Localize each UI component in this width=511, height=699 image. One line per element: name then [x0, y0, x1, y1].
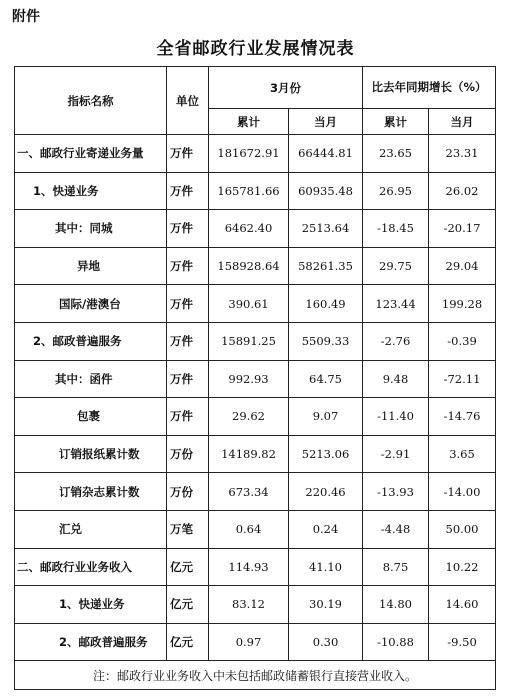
row-name: 订销杂志累计数	[15, 473, 167, 511]
row-cumulative: 0.97	[209, 623, 289, 661]
header-current-month: 当月	[289, 109, 363, 135]
row-unit: 万份	[167, 473, 209, 511]
row-cumulative: 83.12	[209, 586, 289, 624]
row-growth-current-month: 23.31	[429, 135, 496, 173]
row-current-month: 41.10	[289, 548, 363, 586]
postal-stats-table	[14, 66, 496, 690]
table-row	[15, 623, 496, 661]
row-growth-cumulative: 8.75	[363, 548, 429, 586]
header-growth-current-month: 当月	[429, 109, 496, 135]
row-growth-current-month: 10.22	[429, 548, 496, 586]
row-name: 2、邮政普遍服务	[15, 322, 167, 360]
row-name: 1、快递业务	[15, 172, 167, 210]
row-unit: 万件	[167, 322, 209, 360]
row-unit: 万笔	[167, 510, 209, 548]
row-growth-cumulative: 26.95	[363, 172, 429, 210]
row-unit: 万件	[167, 210, 209, 248]
row-unit: 万件	[167, 285, 209, 323]
row-unit: 万件	[167, 360, 209, 398]
row-name: 二、邮政行业业务收入	[15, 548, 167, 586]
row-cumulative: 158928.64	[209, 247, 289, 285]
row-name: 订销报纸累计数	[15, 435, 167, 473]
row-name: 2、邮政普遍服务	[15, 623, 167, 661]
row-current-month: 5213.06	[289, 435, 363, 473]
row-current-month: 9.07	[289, 398, 363, 436]
row-name: 其中：函件	[15, 360, 167, 398]
row-unit: 万件	[167, 135, 209, 173]
table-row	[15, 172, 496, 210]
row-cumulative: 14189.82	[209, 435, 289, 473]
row-growth-current-month: 199.28	[429, 285, 496, 323]
row-current-month: 60935.48	[289, 172, 363, 210]
header-growth-cumulative: 累计	[363, 109, 429, 135]
table-row	[15, 135, 496, 173]
row-name: 1、快递业务	[15, 586, 167, 624]
table-row	[15, 322, 496, 360]
row-current-month: 58261.35	[289, 247, 363, 285]
row-name: 汇兑	[15, 510, 167, 548]
row-unit: 万份	[167, 435, 209, 473]
row-current-month: 66444.81	[289, 135, 363, 173]
row-growth-current-month: -14.76	[429, 398, 496, 436]
row-current-month: 5509.33	[289, 322, 363, 360]
row-cumulative: 29.62	[209, 398, 289, 436]
row-growth-current-month: 26.02	[429, 172, 496, 210]
row-cumulative: 181672.91	[209, 135, 289, 173]
row-unit: 万件	[167, 398, 209, 436]
table-row	[15, 473, 496, 511]
row-growth-cumulative: 29.75	[363, 247, 429, 285]
row-name: 其中：同城	[15, 210, 167, 248]
row-growth-cumulative: -13.93	[363, 473, 429, 511]
header-march: 3月份	[209, 67, 363, 109]
table-row	[15, 285, 496, 323]
row-name: 一、邮政行业寄递业务量	[15, 135, 167, 173]
table-row	[15, 435, 496, 473]
table-row	[15, 360, 496, 398]
row-unit: 万件	[167, 172, 209, 210]
table-row	[15, 398, 496, 436]
table-row	[15, 247, 496, 285]
row-growth-current-month: -9.50	[429, 623, 496, 661]
row-cumulative: 114.93	[209, 548, 289, 586]
row-current-month: 220.46	[289, 473, 363, 511]
row-growth-current-month: -0.39	[429, 322, 496, 360]
table-note: 注：邮政行业业务收入中未包括邮政储蓄银行直接营业收入。	[15, 661, 496, 690]
row-growth-cumulative: -10.88	[363, 623, 429, 661]
row-growth-cumulative: -4.48	[363, 510, 429, 548]
row-current-month: 2513.64	[289, 210, 363, 248]
row-name: 异地	[15, 247, 167, 285]
row-growth-cumulative: -11.40	[363, 398, 429, 436]
row-current-month: 0.24	[289, 510, 363, 548]
header-unit: 单位	[167, 67, 209, 135]
row-growth-cumulative: 23.65	[363, 135, 429, 173]
attachment-label: 附件	[12, 9, 40, 25]
row-cumulative: 992.93	[209, 360, 289, 398]
row-growth-cumulative: 9.48	[363, 360, 429, 398]
row-growth-cumulative: 123.44	[363, 285, 429, 323]
row-cumulative: 6462.40	[209, 210, 289, 248]
row-unit: 亿元	[167, 586, 209, 624]
row-cumulative: 673.34	[209, 473, 289, 511]
row-cumulative: 165781.66	[209, 172, 289, 210]
row-unit: 万件	[167, 247, 209, 285]
header-growth: 比去年同期增长（%）	[363, 67, 496, 109]
row-cumulative: 0.64	[209, 510, 289, 548]
row-growth-current-month: -14.00	[429, 473, 496, 511]
row-cumulative: 15891.25	[209, 322, 289, 360]
row-current-month: 160.49	[289, 285, 363, 323]
table-row	[15, 548, 496, 586]
table-body	[15, 135, 496, 661]
table-row	[15, 210, 496, 248]
row-current-month: 0.30	[289, 623, 363, 661]
row-growth-cumulative: -2.91	[363, 435, 429, 473]
row-growth-current-month: -20.17	[429, 210, 496, 248]
row-growth-current-month: 3.65	[429, 435, 496, 473]
row-unit: 亿元	[167, 548, 209, 586]
page-title: 全省邮政行业发展情况表	[156, 39, 355, 59]
row-current-month: 64.75	[289, 360, 363, 398]
header-cumulative: 累计	[209, 109, 289, 135]
row-growth-current-month: 14.60	[429, 586, 496, 624]
row-growth-cumulative: -2.76	[363, 322, 429, 360]
table-row	[15, 586, 496, 624]
row-growth-current-month: 29.04	[429, 247, 496, 285]
row-name: 国际/港澳台	[15, 285, 167, 323]
row-growth-cumulative: -18.45	[363, 210, 429, 248]
table-row	[15, 510, 496, 548]
row-growth-cumulative: 14.80	[363, 586, 429, 624]
header-indicator: 指标名称	[15, 67, 167, 135]
row-growth-current-month: -72.11	[429, 360, 496, 398]
row-current-month: 30.19	[289, 586, 363, 624]
row-cumulative: 390.61	[209, 285, 289, 323]
row-growth-current-month: 50.00	[429, 510, 496, 548]
row-name: 包裹	[15, 398, 167, 436]
row-unit: 亿元	[167, 623, 209, 661]
